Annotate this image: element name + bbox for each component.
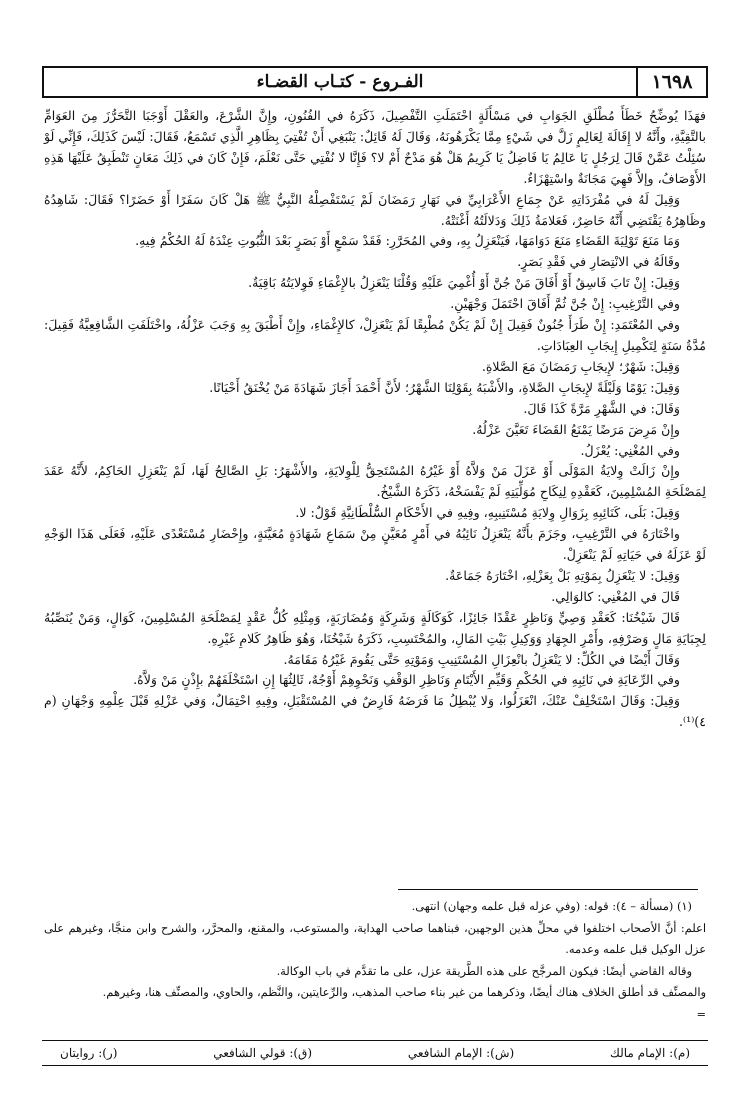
- running-title: الفـروع - كتـاب القضـاء: [256, 72, 424, 92]
- abbr-shafii: (ش): الإمام الشافعي: [407, 1046, 515, 1060]
- footnote-line: وقاله القاضي أيضًا: فيكون المرجَّح على هذه الطَّريقة عزل، على ما تقدَّم في باب الوكالة.: [276, 963, 692, 978]
- body-paragraph: وَقَالَ أَيْضًا في الكُلِّ: لا يَنْعَزِلُ بانْعِزَالِ المُسْتَنِيبِ وَمَوْتِهِ حَتَّى يَقُومَ غَيْرُهُ مَقَامَهُ.: [283, 651, 680, 667]
- body-paragraph: واخْتَارَهُ في التَّرْغِيبِ، وجَزَمَ بأَنَّهُ يَنْعَزِلُ نَائِبُهُ في أَمْرٍ مُعَيَّنٍ مِنْ سَمَاعِ شَهَادَةٍ مُعَيَّنَةٍ، وإِحْضَارِ مُسْتَعْدًى عَلَيْهِ، فَعَلَى هَذَا الوَجْهِ لَوْ عَزَلَهُ في حَيَاتِهِ لَمْ يَنْعَزِلْ.: [44, 526, 706, 563]
- body-paragraph: وَقِيلَ: إِنْ تَابَ فَاسِقٌ أَوْ أَفَاقَ مَنْ جُنَّ أَوْ أُغْمِيَ عَلَيْهِ وَقُلْنَا يَنْعَزِلُ بالإِغْمَاءِ فَوِلايَتُهُ بَاقِيَةٌ.: [248, 275, 680, 291]
- body-paragraph: وَقِيلَ: يَوْمًا وَلَيْلَةً لإِيجَابِ الصَّلاةِ، والأَشْبَهُ بِقَوْلِنَا الشَّهْرُ؛ لأَنَّ أَحْمَدَ أَجَازَ شَهَادَةَ مَنْ يُخْنَقُ أَحْيَانًا.: [209, 379, 680, 395]
- page-number: ١٦٩٨: [636, 68, 706, 96]
- body-paragraph: وفي التَّرْغِيبِ: إِنْ جُنَّ ثُمَّ أَفَاقَ احْتَمَلَ وَجْهَيْنِ.: [450, 296, 680, 312]
- body-paragraph: وَقِيلَ: لا يَنْعَزِلُ بِمَوْتِهِ بَلْ بِعَزْلِهِ، اخْتَارَهُ جَمَاعَةٌ.: [445, 567, 680, 583]
- body-paragraph: قَالَ في المُغْنِي: كالوَالِي.: [551, 588, 680, 604]
- body-paragraph: وفي المُغْنِي: يُعْزَلُ.: [580, 442, 680, 458]
- body-paragraph: وَقَالَ: في الشَّهْرِ مَرَّةً كَذَا قَالَ.: [523, 400, 680, 416]
- body-paragraph: وفي المُعْتَمَدِ: إِنْ طَرَأَ جُنُونٌ فَقِيلَ إِنْ لَمْ يَكُنْ مُطْبِقًا لَمْ يَنْعَزِلْ، كالإِغْمَاءِ، وإِنْ أَطْبَقَ بِهِ وَجَبَ عَزْلُهُ، واخْتَلَفَتِ الشَّافِعِيَّةُ فَقِيلَ: مُدَّةُ سَنَةٍ لِتَكْمِيلِ إِيجَابِ العِبَادَاتِ.: [44, 317, 706, 353]
- body-paragraph: وإِنْ زَالَتْ وِلايَةُ المَوْلَى أَوْ عَزَلَ مَنْ وَلاَّهُ أَوْ غَيْرُهُ المُسْتَحِقُّ لِلْوِلايَةِ، والأَشْهَرُ: بَلِ الصَّالِحُ لَهَا، لَمْ يَنْعَزِلِ الحَاكِمُ، لأَنَّهُ عَقَدَ لِمَصْلَحَةِ المُسْلِمِينَ، كَعَقْدِهِ لِنِكَاحِ مُوَلِّيَتِهِ لَمْ يَفْسَخْهُ، ذَكَرَهُ الشَّيْخُ.: [44, 463, 706, 500]
- footnote-line: اعلم: أنَّ الأصحاب اختلفوا في محلِّ هذين الوجهين، فبناهما صاحب الهداية، والمستوعب، والمقنع، والمحرَّر، والشرح وابن منجَّا، وغيرهم على عزل الوكيل قبل علمه وعدمه.: [44, 920, 706, 957]
- footnotes: [44, 896, 706, 1026]
- footnote-line: (١) (مسألة – ٤): قوله: (وفي عزله قبل علمه وجهان) انتهى.: [411, 899, 692, 913]
- body-paragraph: وقَالَهُ في الانْتِصَارِ في فَقْدِ بَصَرٍ.: [517, 254, 680, 270]
- page-header: [42, 66, 708, 98]
- body-paragraph: وَقِيلَ: وَقَالَ اسْتَخْلِفْ عَنْكَ، انْعَزَلُوا، وَلا يُبْطِلُ مَا فَرَضَهُ فَارِضٌ في المُسْتَقْبَلِ، وفِيهِ احْتِمَالٌ، وَفي عَزْلِهِ قَبْلَ عِلْمِهِ وَجْهَانِ (م ٤)⁽¹⁾.: [44, 693, 706, 730]
- abbr-riwayatan: (ر): روايتان: [60, 1046, 118, 1060]
- body-paragraph: فهَذَا يُوضِّحُ خَطَأَ مُطْلَقِ الجَوَابِ في مَسْأَلَةٍ احْتَمَلَتِ التَّفْصِيلَ، ذَكَرَهُ في الفُنُونِ، وإِنَّ الشَّرْعَ، والعَقْلَ أَوْجَبَا التَّحَرُّزَ مِنَ العَوَامِّ بالتَّقِيَّةِ، وأَنَّهُ لا إِقَالَةَ لِعَالِمٍ زَلَّ في شَيْءٍ مِمَّا يَكْرَهُونَهُ، وَقَالَ لَهُ قَائِلٌ: يَنْبَغِي أَنْ تُفْتِيَ بِظَاهِرِ الَّذِي تَسْمَعُ، فَقَالَ: لَيْسَ كَذَلِكَ، فَإِنِّي لَوْ سُئِلْتُ عَمَّنْ قَالَ لِرَجُلٍ يَا عَالِمُ يَا فَاضِلُ يَا كَرِيمُ هَلْ هُوَ مَدْحٌ أَمْ لا؟ فَإِنَّا لا نُفْتِي حَتَّى نَعْلَمَ، فَإِنْ كَانَ في ذَلِكَ مَعَانٍ تَنْطَبِقُ عَلَيْهَا هَذِهِ الأَوْصَافُ، وإلاَّ فَهِيَ مَجَانَةٌ واسْتِهْزَاءٌ.: [44, 108, 706, 186]
- body-paragraph: وَقِيلَ: شَهْرٌ؛ لإِيجَابِ رَمَضَانَ مَعَ الصَّلاةِ.: [481, 358, 680, 374]
- body-paragraph: وفي الرِّعَايَةِ في نَائِبِهِ في الحُكْمِ وَقَيِّمِ الأَيْتَامِ وَنَاظِرِ الوَقْفِ وَنَحْوِهِمْ أَوْجُهٌ، ثَالِثُهَا إِنِ اسْتَخْلَفَهُمْ بإِذْنٍ مَنْ وَلاَّهُ.: [133, 672, 680, 688]
- body-paragraph: وَقِيلَ لَهُ في مُفْرَدَاتِهِ عَنْ جِمَاعِ الأَعْرَابِيِّ في نَهَارِ رَمَضَانَ لَمْ يَسْتَفْصِلْهُ النَّبِيُّ ﷺ هَلْ كَانَ سَفَرًا أَوْ حَضَرًا؟ فَقَالَ: شَاهِدُهُ وظَاهِرُهُ يَقْتَضِي أَنَّهُ حَاضِرٌ، فَعَلامَةُ ذَلِكَ وَدَلالَتُهُ أَغْنَتْهُ.: [44, 191, 706, 228]
- continuation-mark: =: [696, 1006, 706, 1021]
- body-paragraph: وَمَا مَنَعَ تَوْلِيَةَ القَضَاءِ مَنَعَ دَوَامَهَا، فَيَنْعَزِلُ بِهِ، وفي المُحَرَّرِ: فَقَدْ سَمْعٍ أَوْ بَصَرٍ بَعْدَ الثُّبُوتِ عِنْدَهُ لَهُ الحُكْمُ فِيهِ.: [135, 233, 680, 249]
- main-text: [44, 106, 706, 733]
- abbr-malik: (م): الإمام مالك: [609, 1046, 690, 1060]
- body-paragraph: وَقِيلَ: بَلَى، كَنَائِبِهِ بِزَوَالِ وِلايَةِ مُسْتَنِيبِهِ، وفِيهِ في الأَحْكَامِ السُّلْطَانِيَّةِ قَوْلٌ: لا.: [295, 505, 680, 521]
- footnote-line: والمصنِّف قد أطلق الخلاف هناك أيضًا، وذكرهما من غير بناء صاحب المذهب، والرِّعايتين، والنَّظم، والحاوي، والمصنِّف هنا، وغيرهم.: [102, 985, 706, 1000]
- abbr-shafii-qawl: (ق): قولي الشافعي: [213, 1046, 313, 1060]
- body-paragraph: قَالَ شَيْخُنَا: كَعَقْدِ وَصِيٍّ وَنَاظِرٍ عَقْدًا جَائِزًا، كَوَكَالَةٍ وَشَرِكَةٍ وَمُضَارَبَةٍ، وَمِثْلِهِ كُلُّ عَقْدٍ لِمَصْلَحَةِ المُسْلِمِينَ، كَوَالٍ، وَمَنْ يُنَصِّبُهُ لِجِبَايَةِ مَالٍ وَصَرْفِهِ، وأَمْرِ الجِهَادِ وَوَكِيلِ بَيْتِ المَالِ، والمُحْتَسِبِ، ذَكَرَهُ شَيْخُنَا، وَهُوَ ظَاهِرُ كَلامِ غَيْرِهِ.: [44, 609, 706, 646]
- abbreviations-footer: [42, 1040, 708, 1066]
- body-paragraph: وإِنْ مَرِضَ مَرَضًا يَمْنَعُ القَضَاءَ تَعَيَّنَ عَزْلُهُ.: [472, 421, 680, 437]
- footnote-separator: [398, 889, 698, 890]
